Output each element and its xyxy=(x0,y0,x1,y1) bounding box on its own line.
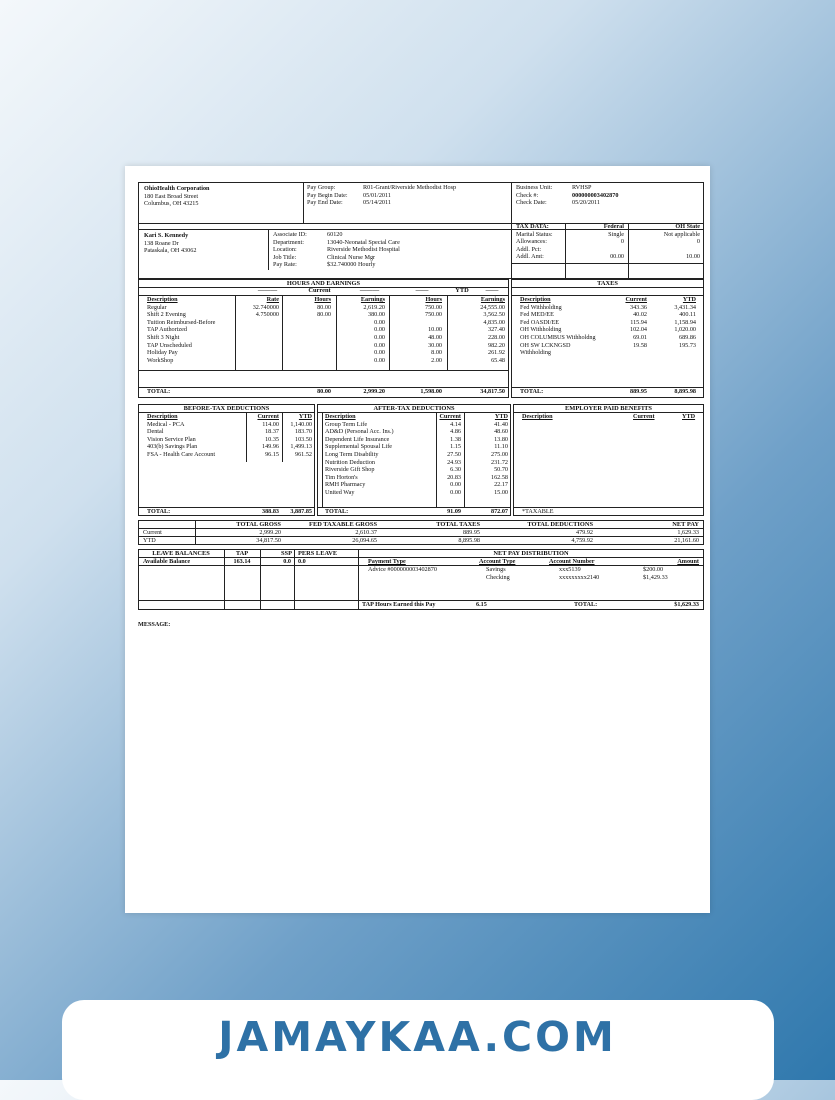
current-taxes: 889.95 xyxy=(462,529,480,536)
benefits-header-current: Current xyxy=(633,413,655,420)
pay-group: R01-Grant/Riverside Methodist Hosp xyxy=(363,184,457,191)
employer-benefits-title: EMPLOYER PAID BENEFITS xyxy=(565,405,652,412)
hours-total-hours: 80.00 xyxy=(317,388,331,395)
account-amounts: $200.00 $1,429.33 xyxy=(643,566,668,581)
before-tax-total-ytd: 3,887.85 xyxy=(290,508,312,515)
employer-info xyxy=(144,185,210,208)
hours-col-description: Description Regular Shift 2 Evening Tuition Reimbursed-Before TAP Authorized Shift 3 Night TAP Unscheduled Holiday Pay WorkShop xyxy=(147,296,216,364)
current-gross: 2,999.20 xyxy=(259,529,281,536)
associate-id: 60120 xyxy=(327,231,343,238)
hours-col-earnings: Earnings 2,619.20 380.00 0.00 0.00 0.00 0.00 0.00 0.00 xyxy=(360,296,385,364)
tax-data-state: OH State Not applicable 0 10.00 xyxy=(663,223,700,261)
location: Riverside Methodist Hospital xyxy=(327,246,400,254)
hours-col-ytd-earnings: Earnings 24,555.00 3,562.50 4,835.00 327.40 228.00 982.20 261.92 65.48 xyxy=(480,296,505,364)
employee-name: Kari S. Kennedy xyxy=(144,232,189,239)
current-deductions: 479.92 xyxy=(575,529,593,536)
current-net-pay: 1,629.33 xyxy=(677,529,699,536)
business-unit: RVHSP xyxy=(572,184,592,191)
employer-name: OhioHealth Corporation xyxy=(144,185,210,192)
benefits-header-ytd: YTD xyxy=(682,413,696,420)
taxes-col-description: Description Fed Withholding Fed MED/EE Fed OASDI/EE OH Withholding OH COLUMBUS Withholdng OH SW LCKNGSD Withholding xyxy=(520,296,596,357)
benefits-taxable-note: *TAXABLE xyxy=(522,508,554,515)
before-tax-title: BEFORE-TAX DEDUCTIONS xyxy=(183,405,270,412)
employee-addr1: 138 Roane Dr xyxy=(144,239,179,247)
employer-addr2: Columbus, OH 43215 xyxy=(144,200,199,208)
pay-info-values xyxy=(363,184,456,207)
ytd-taxes: 8,895.98 xyxy=(458,537,480,544)
paystub-document: OhioHealth Corporation 180 East Broad Street Columbus, OH 43215 Pay Group: Pay Begin Date: Pay End Date: R01-Grant/Riverside Methodist Hosp 05/01/2011 05/14/2011 Business Unit: Check #: Check Date: RVHSP 000000003402870 05/20/2011 Kari S. Kennedy 138 Roane Dr Pataskala, OH 43062 Associate ID: Department: Location: Job Title: Pay Rate: 60120 13040-Neonatal Special Care Riverside Methodist Hospital Clinical Nurse Mgr $32.740000 Hourly TAX DATA: Marital Status: Allowances: Addl. Pct: Addl. Amt: Federal Single 0 00.00 OH State Not applicable 0 10.00 HOURS AND EARNINGS ——— Current ——— —— YTD —— Description Regular Shift 2 Evening Tuition Reimbursed-Before TAP Authorized Shift 3 Night TAP Unscheduled Holiday Pay WorkShop Rate 32.740000 4.750000 Hours 80.00 80.00 Earnings 2,619.20 380.00 0.00 0.00 0.00 0.00 0.00 0.00 Hours 750.00 750.00 10.00 48.00 30.00 8.00 2.00 Earnings 24,555.00 3,562.50 4,835.00 327.40 228.00 982.20 261.92 65.48 TOTAL: 80.00 2,999.20 1,598.00 34,817.50 TAXES Description Fed Withholding Fed MED/EE Fed OASDI/EE OH Withholding OH COLUMBUS Withholdng OH SW LCKNGSD Withholding Current 343.36 40.02 115.94 102.04 69.01 19.58 YTD 3,431.34 400.11 1,158.94 1,020.00 689.86 195.73 TOTAL: 889.95 8,895.98 BEFORE-TAX DEDUCTIONS Description Medical - PCA Dental Vision Service Plan 403(b) Savings Plan FSA - Health Care Account Current 114.00 18.37 10.35 149.96 96.15 YTD 1,140.00 183.70 103.50 1,499.13 961.52 TOTAL: 388.83 3,887.85 AFTER-TAX DEDUCTIONS Description Group Term Life AD&D (Personal Acc. Ins.) Dependent Life Insurance Supplemental Spousal Life Long Term Disability Nutrition Deduction Riverside Gift Shop Tim Horton's RMH Pharmacy United Way Current 4.14 4.86 1.38 1.15 27.50 24.93 6.30 20.83 0.00 0.00 YTD 41.40 48.60 13.80 11.10 275.00 231.72 50.70 162.58 22.17 15.00 TOTAL: 91.09 872.07 EMPLOYER PAID BENEFITS Description Current YTD *TAXABLE TOTAL GROSS FED TAXABLE GROSS TOTAL TAXES TOTAL DEDUCTIONS NET PAY Current 2,999.20 2,610.37 889.95 479.92 1,629.33 YTD 34,817.50 26,094.65 8,895.98 4,759.92 21,161.60 LEAVE BALANCES TAP SSP PERS LEAVE Available Balance 163.14 0.0 0.0 NET PAY DISTRIBUTION Payment Type Account Type Account Number Amount Advice #000000003402870 Savings Checking xxx5139 xxxxxxxxx2140 $200.00 $1,429.33 TAP Hours Earned this Pay 6.15 TOTAL: $1,629.33 MESSAGE: xyxy=(125,166,710,913)
after-tax-col-ytd: YTD 41.40 48.60 13.80 11.10 275.00 231.72 50.70 162.58 22.17 15.00 xyxy=(490,413,508,496)
taxes-col-ytd: YTD 3,431.34 400.11 1,158.94 1,020.00 689.86 195.73 xyxy=(674,296,696,349)
check-number: 000000003402870 xyxy=(572,191,619,199)
tap-hours-earned-value: 6.15 xyxy=(476,601,487,608)
taxes-col-current: Current 343.36 40.02 115.94 102.04 69.01 19.58 xyxy=(625,296,647,349)
check-info-labels: Business Unit: Check #: Check Date: xyxy=(516,184,553,207)
after-tax-total-label: TOTAL: xyxy=(325,508,349,515)
pay-info-labels: Pay Group: Pay Begin Date: Pay End Date: xyxy=(307,184,348,207)
before-tax-col-current: Current 114.00 18.37 10.35 149.96 96.15 xyxy=(257,413,279,458)
ytd-fed-taxable: 26,094.65 xyxy=(352,537,377,544)
pay-rate: $32.740000 Hourly xyxy=(327,261,376,269)
net-distribution-title: NET PAY DISTRIBUTION xyxy=(493,550,569,557)
before-tax-total-current: 388.83 xyxy=(261,508,279,515)
brand-name: JAMAYKAA.COM xyxy=(218,1013,617,1061)
summary-header-deductions: TOTAL DEDUCTIONS xyxy=(527,521,593,528)
employee-info xyxy=(144,232,196,255)
hours-col-ytd-hours: Hours 750.00 750.00 10.00 48.00 30.00 8.00 2.00 xyxy=(424,296,442,364)
account-number-header: Account Number xyxy=(549,558,595,565)
summary-header-fed: FED TAXABLE GROSS xyxy=(309,521,377,528)
summary-header-net: NET PAY xyxy=(672,521,699,528)
employee-addr2: Pataskala, OH 43062 xyxy=(144,247,197,255)
leave-pers-header: PERS LEAVE xyxy=(298,550,338,557)
summary-header-taxes: TOTAL TAXES xyxy=(436,521,480,528)
after-tax-title: AFTER-TAX DEDUCTIONS xyxy=(373,405,455,412)
after-tax-total-current: 91.09 xyxy=(447,508,461,515)
check-date: 05/20/2011 xyxy=(572,199,600,207)
check-info-values xyxy=(572,184,618,207)
ytd-net-pay: 21,161.60 xyxy=(674,537,699,544)
taxes-total-ytd: 8,895.98 xyxy=(674,388,696,395)
payment-type-value: Advice #000000003402870 xyxy=(368,566,437,573)
leave-ssp-header: SSP xyxy=(280,550,292,557)
tap-balance: 163.14 xyxy=(233,558,251,565)
associate-values xyxy=(327,231,400,269)
summary-header-gross: TOTAL GROSS xyxy=(236,521,281,528)
tap-hours-earned-label: TAP Hours Earned this Pay xyxy=(362,601,436,608)
hours-earnings-title: HOURS AND EARNINGS xyxy=(286,280,361,287)
hours-col-rate: Rate 32.740000 4.750000 xyxy=(252,296,279,319)
ytd-deductions: 4,759.92 xyxy=(571,537,593,544)
taxes-title: TAXES xyxy=(597,280,618,287)
hours-col-hours: Hours 80.00 80.00 xyxy=(314,296,331,319)
hours-total-earnings: 2,999.20 xyxy=(363,388,385,395)
account-types: Savings Checking xyxy=(486,566,510,581)
associate-labels: Associate ID: Department: Location: Job Title: Pay Rate: xyxy=(273,231,307,269)
tax-data-federal: Federal Single 0 00.00 xyxy=(603,223,624,261)
payment-type-header: Payment Type xyxy=(368,558,406,565)
hours-total-label: TOTAL: xyxy=(147,388,171,395)
pay-end-date: 05/14/2011 xyxy=(363,199,391,207)
leave-title: LEAVE BALANCES xyxy=(152,550,210,557)
hours-total-ytd-earnings: 34,817.50 xyxy=(480,388,505,395)
employer-benefits-box xyxy=(513,404,704,516)
message-label: MESSAGE: xyxy=(138,621,171,628)
after-tax-total-ytd: 872.07 xyxy=(490,508,508,515)
taxes-total-current: 889.95 xyxy=(629,388,647,395)
before-tax-col-ytd: YTD 1,140.00 183.70 103.50 1,499.13 961.52 xyxy=(290,413,312,458)
available-balance-label: Available Balance xyxy=(143,558,191,565)
pay-begin-date: 05/01/2011 xyxy=(363,191,391,199)
current-fed-taxable: 2,610.37 xyxy=(355,529,377,536)
taxes-total-label: TOTAL: xyxy=(520,388,544,395)
account-type-header: Account Type xyxy=(479,558,516,565)
amount-header: Amount xyxy=(677,558,699,565)
net-distribution-total: $1,629.33 xyxy=(674,601,699,608)
ytd-gross: 34,817.50 xyxy=(256,537,281,544)
after-tax-col-description: Description Group Term Life AD&D (Personal Acc. Ins.) Dependent Life Insurance Supplemental Spousal Life Long Term Disability Nutrition Deduction Riverside Gift Shop Tim Horton's RMH Pharmacy United Way xyxy=(325,413,394,496)
benefits-header-description: Description xyxy=(522,413,553,420)
leave-tap-header: TAP xyxy=(235,550,249,557)
net-distribution-total-label: TOTAL: xyxy=(574,601,598,608)
after-tax-col-current: Current 4.14 4.86 1.38 1.15 27.50 24.93 6.30 20.83 0.00 0.00 xyxy=(439,413,461,496)
before-tax-col-description: Description Medical - PCA Dental Vision Service Plan 403(b) Savings Plan FSA - Health Care Account xyxy=(147,413,216,458)
pers-balance: 0.0 xyxy=(298,558,306,565)
employer-addr1: 180 East Broad Street xyxy=(144,192,199,200)
hours-total-ytd-hours: 1,598.00 xyxy=(420,388,442,395)
job-title: Clinical Nurse Mgr xyxy=(327,253,376,261)
ssp-balance: 0.0 xyxy=(283,558,291,565)
tax-data-labels: TAX DATA: Marital Status: Allowances: Addl. Pct: Addl. Amt: xyxy=(516,223,553,261)
account-numbers: xxx5139 xxxxxxxxx2140 xyxy=(559,566,600,581)
department: 13040-Neonatal Special Care xyxy=(327,238,400,246)
before-tax-total-label: TOTAL: xyxy=(147,508,171,515)
